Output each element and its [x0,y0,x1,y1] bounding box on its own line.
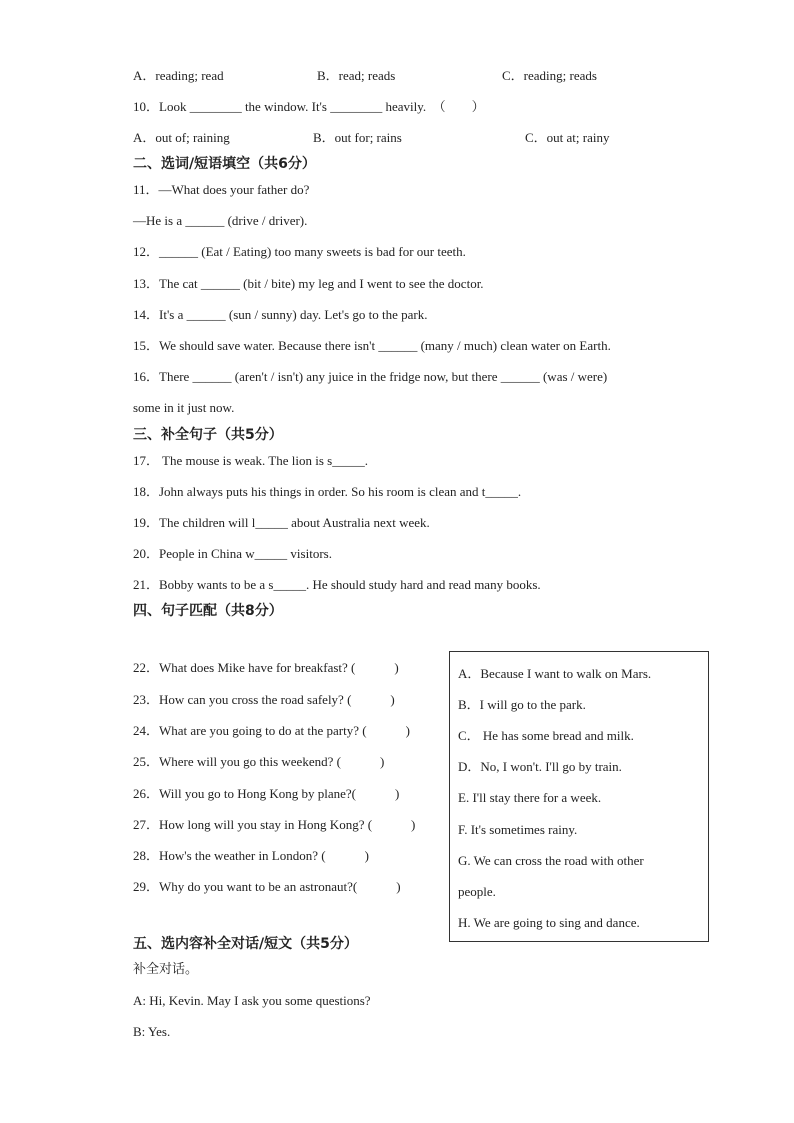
question-28: 28．How's the weather in London? ( ) [133,848,369,863]
dialogue-line-b: B: Yes. [133,1024,171,1039]
question-16-continued: some in it just now. [133,400,235,415]
section-2-heading: 二、选词/短语填空（共6分） [133,156,316,172]
answer-option-d: D．No, I won't. I'll go by train. [458,759,622,774]
dialogue-line-a: A: Hi, Kevin. May I ask you some questions? [133,993,371,1008]
answer-option-h: H. We are going to sing and dance. [458,915,640,930]
q10-option-c: C．out at; rainy [525,130,610,145]
question-18: 18．John always puts his things in order. So his room is clean and t_____. [133,484,522,499]
question-10: 10．Look ________ the window. It's ________ heavily. （ ） [133,99,485,114]
answer-option-a: A．Because I want to walk on Mars. [458,666,652,681]
q9-option-c: C．reading; reads [502,68,597,83]
section-5-heading: 五、选内容补全对话/短文（共5分） [133,936,358,952]
answer-option-c: C． He has some bread and milk. [458,728,634,743]
section-5-instruction: 补全对话。 [133,962,199,977]
answer-option-f: F. It's sometimes rainy. [458,822,578,837]
question-19: 19．The children will l_____ about Australia next week. [133,515,430,530]
question-24: 24．What are you going to do at the party? ( ) [133,723,410,738]
section-4-heading: 四、句子匹配（共8分） [133,603,283,619]
answer-option-g: G. We can cross the road with other [458,853,644,868]
question-14: 14．It's a ______ (sun / sunny) day. Let's go to the park. [133,307,428,322]
question-25: 25．Where will you go this weekend? ( ) [133,754,385,769]
question-12: 12．______ (Eat / Eating) too many sweets is bad for our teeth. [133,244,466,259]
question-13: 13．The cat ______ (bit / bite) my leg and I went to see the doctor. [133,276,484,291]
question-27: 27．How long will you stay in Hong Kong? ( ) [133,817,416,832]
question-21: 21．Bobby wants to be a s_____. He should study hard and read many books. [133,577,541,592]
question-22: 22．What does Mike have for breakfast? ( ) [133,660,399,675]
answer-option-e: E. I'll stay there for a week. [458,790,602,805]
question-11-answer-line: —He is a ______ (drive / driver). [133,213,308,228]
question-15: 15．We should save water. Because there isn't ______ (many / much) clean water on Earth. [133,338,611,353]
q9-option-a: A．reading; read [133,68,224,83]
question-16: 16．There ______ (aren't / isn't) any juice in the fridge now, but there ______ (was / were) [133,369,608,384]
section-3-heading: 三、补全句子（共5分） [133,427,283,443]
question-20: 20．People in China w_____ visitors. [133,546,332,561]
q10-option-a: A．out of; raining [133,130,230,145]
question-26: 26．Will you go to Hong Kong by plane?( ) [133,786,400,801]
question-17: 17． The mouse is weak. The lion is s_____. [133,453,368,468]
answer-options-box [449,651,709,942]
answer-option-b: B．I will go to the park. [458,697,586,712]
answer-option-g-continued: people. [458,884,496,899]
question-11: 11．—What does your father do? [133,182,310,197]
question-29: 29．Why do you want to be an astronaut?( ) [133,879,401,894]
q9-option-b: B．read; reads [317,68,396,83]
q10-option-b: B．out for; rains [313,130,402,145]
question-23: 23．How can you cross the road safely? ( ) [133,692,395,707]
